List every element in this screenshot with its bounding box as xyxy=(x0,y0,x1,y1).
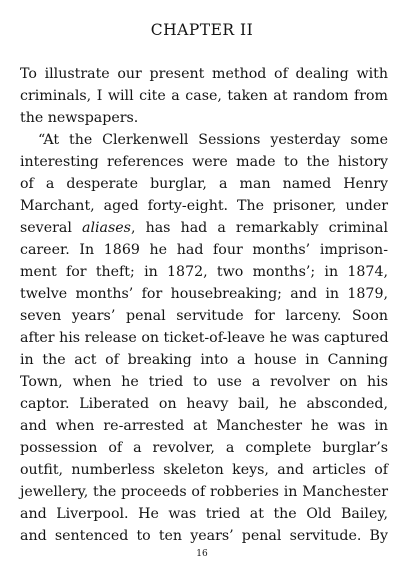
paragraph-line: and when re-arrested at Manchester he was in xyxy=(20,418,388,434)
paragraph-line: criminals, I will cite a case, taken at random from xyxy=(20,88,388,104)
italic-text: aliases xyxy=(82,220,131,236)
chapter-heading: CHAPTER II xyxy=(150,21,254,39)
paragraph-line xyxy=(20,217,388,239)
paragraph-line: “At the Clerkenwell Sessions yesterday some xyxy=(38,132,388,148)
paragraph-line: possession of a revolver, a complete burglar’s xyxy=(20,440,388,456)
page-number: 16 xyxy=(196,549,208,559)
paragraph-line: jewellery, the proceeds of robberies in Manchester xyxy=(20,484,388,500)
text-segment: several xyxy=(20,220,72,236)
paragraph-line: interesting references were made to the history xyxy=(20,154,388,170)
paragraph-line: and sentenced to ten years’ penal servitude. By xyxy=(20,528,388,544)
text-segment: , has had a remarkably criminal xyxy=(130,220,388,236)
paragraph-line: career. In 1869 he had four months’ imprison- xyxy=(20,242,388,258)
paragraph-line: after his release on ticket-of-leave he was captured xyxy=(20,330,389,346)
paragraph-line: seven years’ penal servitude for larceny. Soon xyxy=(20,308,388,324)
paragraph-line: outfit, numberless skeleton keys, and articles of xyxy=(20,462,388,478)
paragraph-line: the newspapers. xyxy=(20,110,139,126)
paragraph-line: Marchant, aged forty-eight. The prisoner, under xyxy=(20,198,388,214)
paragraph-line: captor. Liberated on heavy bail, he absconded, xyxy=(20,396,388,412)
paragraph-line: Town, when he tried to use a revolver on his xyxy=(20,374,388,390)
paragraph-line: and Liverpool. He was tried at the Old Bailey, xyxy=(20,506,388,522)
paragraph-line: ment for theft; in 1872, two months’; in 1874, xyxy=(20,264,388,280)
paragraph-line: To illustrate our present method of dealing with xyxy=(20,66,388,82)
paragraph-line: of a desperate burglar, a man named Henry xyxy=(20,176,388,192)
paragraph-line: in the act of breaking into a house in Canning xyxy=(20,352,388,368)
paragraph-line: twelve months’ for housebreaking; and in 1879, xyxy=(20,286,388,302)
